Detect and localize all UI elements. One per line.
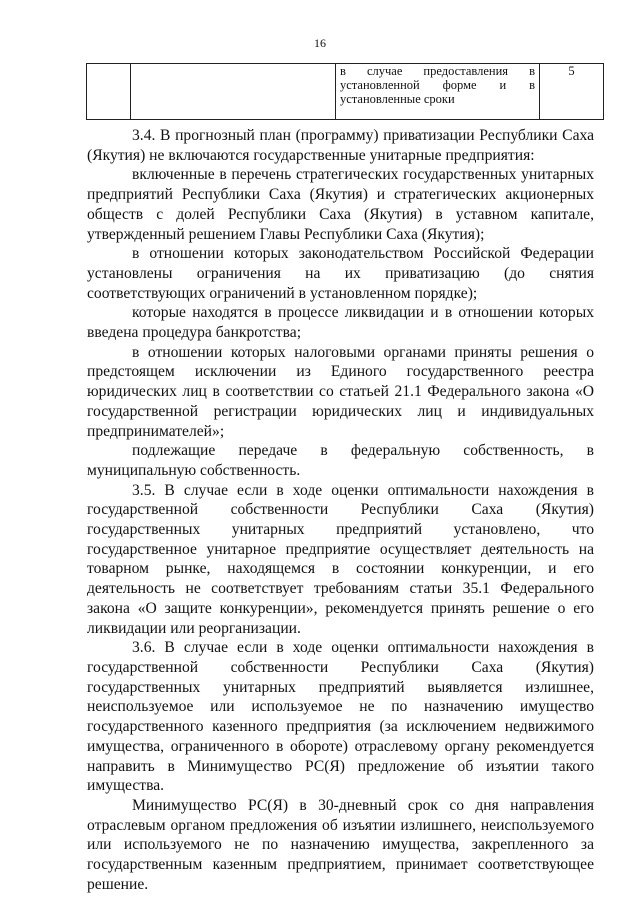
table-fragment [86,63,604,120]
page-number: 16 [314,36,326,50]
table-row [87,64,604,120]
list-item-restrictions: в отношении которых законодательством Российской Федерации установлены ограничения на их приватизацию (до снятия соответствующих ограничений в установленном порядке); [87,245,594,302]
table-cell-criterion [131,64,336,120]
paragraph-3-5: 3.5. В случае если в ходе оценки оптимальности нахождения в государственной собственности Республики Саха (Якутия) государственных унитарных предприятий установлено, что государственное унитарное предприятие осуществляет деятельность на товарном рынке, находящемся в состоянии конкуренции, и его деятельность не соответствует требованиям статьи 35.1 Федерального закона «О защите конкуренции», рекомендуется принять решение о его ликвидации или реорганизации. [87,481,594,637]
paragraph-3-6: 3.6. В случае если в ходе оценки оптимальности нахождения в государственной собственности Республики Саха (Якутия) государственных унитарных предприятий выявляется излишнее, неиспользуемое или используемое не по назначению имущество государственного казенного предприятия (за исключением недвижимого имущества, ограниченного в обороте) отраслевому органу рекомендуется направить в Минимущество РС(Я) предложение об изъятии такого имущества. [87,639,594,795]
list-item-tax-exclusion: в отношении которых налоговыми органами приняты решения о предстоящем исключении из Единого государственного реестра юридических лиц в соответствии со статьей 21.1 Федерального закона «О государственной регистрации юридических лиц и индивидуальных предпринимателей»; [87,343,594,440]
document-body [87,126,594,894]
list-item-liquidation: которые находятся в процессе ликвидации и в отношении которых введена процедура банкротства; [87,304,594,342]
table-cell-condition: в случае предоставления в установленной форме и в установленные сроки [336,64,540,120]
list-item-transfer: подлежащие передаче в федеральную собственность, в муниципальную собственность. [87,442,594,479]
list-item-strategic: включенные в перечень стратегических государственных унитарных предприятий Республики Саха (Якутия) и стратегических акционерных обществ с долей Республики Саха (Якутия) в уставном капитале, утвержденный решением Главы Республики Саха (Якутия); [87,166,594,243]
paragraph-3-4: 3.4. В прогнозный план (программу) приватизации Республики Саха (Якутия) не включаются государственные унитарные предприятия: [87,127,594,164]
paragraph-ministry-decision: Минимущество РС(Я) в 30-дневный срок со дня направления отраслевым органом предложения об изъятии излишнего, неиспользуемого или используемого не по назначению имущества, закрепленного за государственным казенным предприятием, принимает соответствующее решение. [87,796,594,893]
table-cell-score: 5 [540,64,604,120]
table-cell-number [87,64,131,120]
